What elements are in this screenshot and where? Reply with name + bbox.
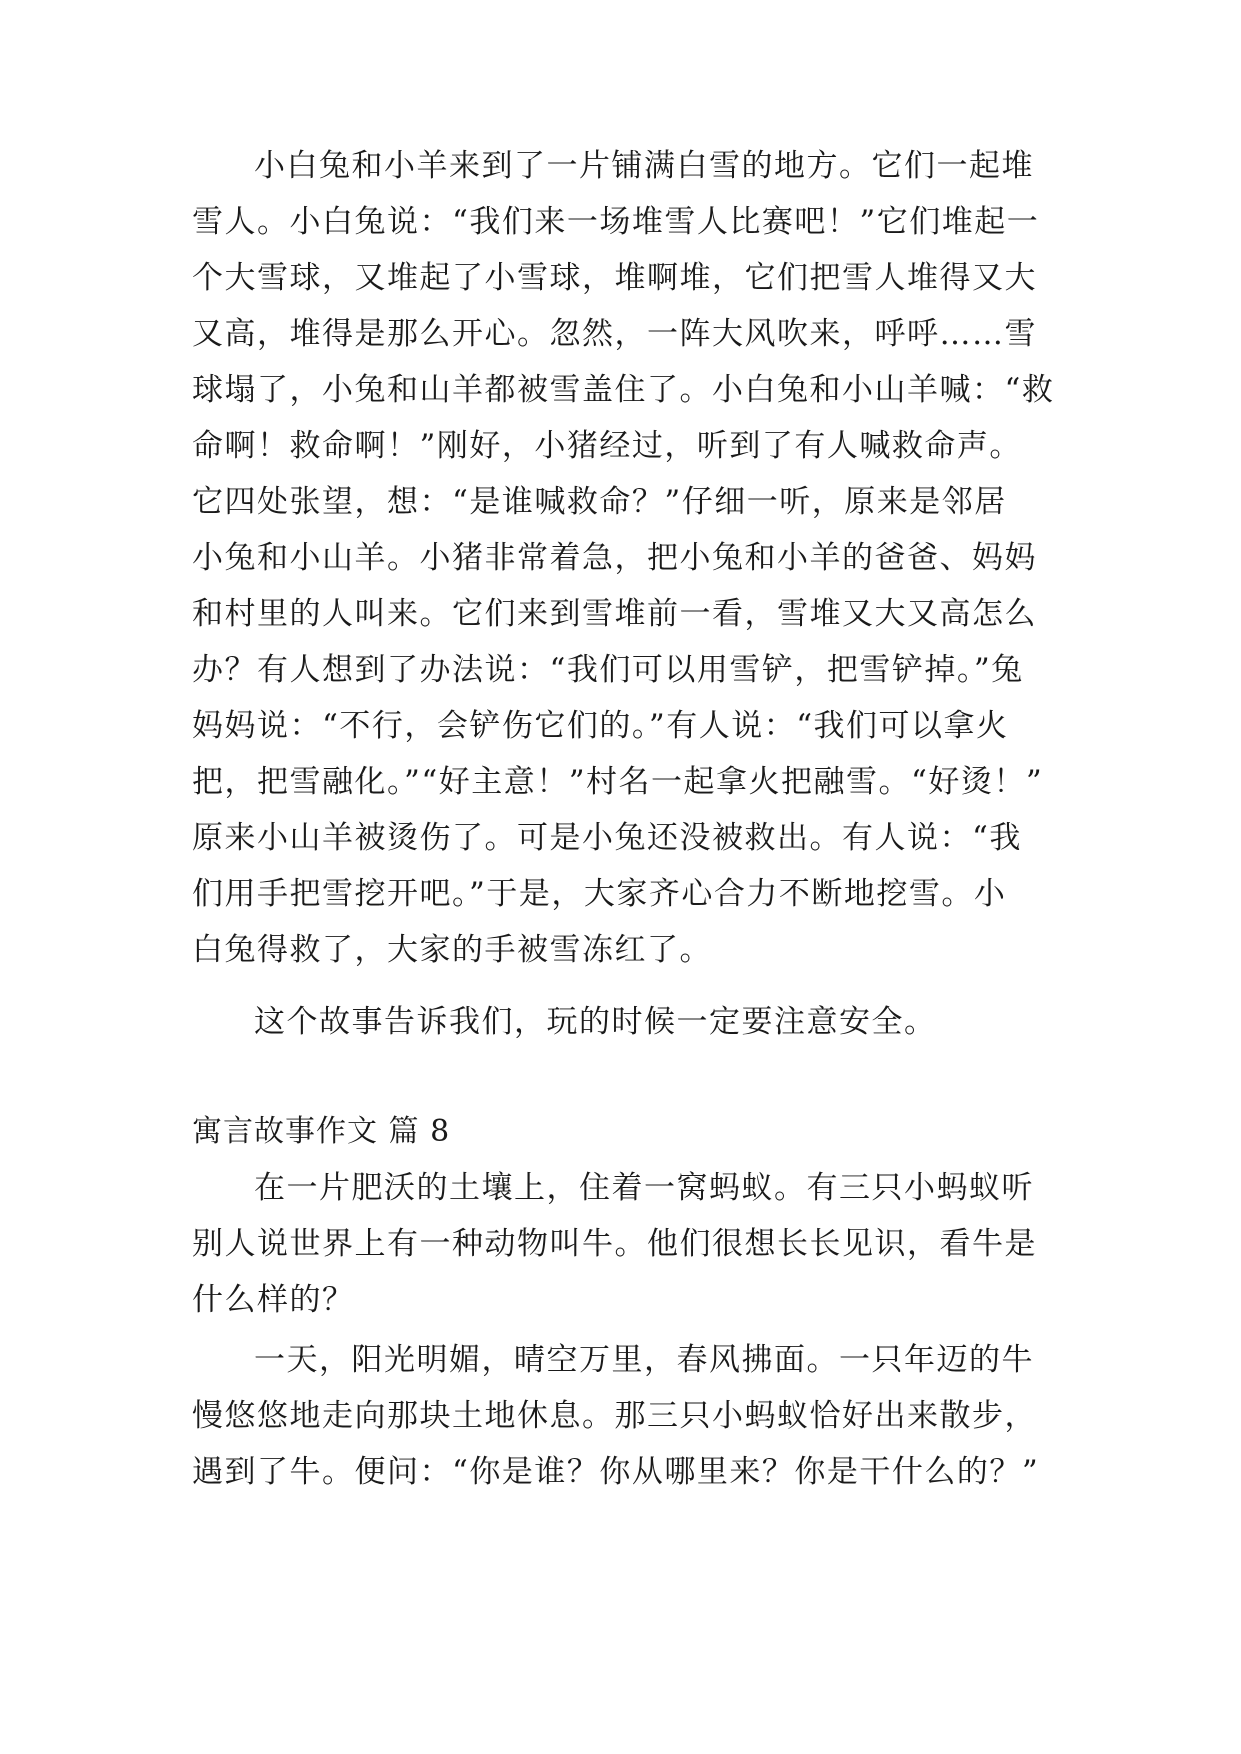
text-line: 一天，阳光明媚，晴空万里，春风拂面。一只年迈的牛 [254,1342,1034,1378]
text-line: 原来小山羊被烫伤了。可是小兔还没被救出。有人说：“我 [192,820,1022,856]
text-line: 它四处张望，想：“是谁喊救命？”仔细一听，原来是邻居 [192,484,1007,520]
text-line: 命啊！救命啊！”刚好，小猪经过，听到了有人喊救命声。 [192,428,1022,464]
text-line: 别人说世界上有一种动物叫牛。他们很想长长见识，看牛是 [192,1226,1037,1262]
text-line: 什么样的？ [192,1282,355,1318]
text-line: 个大雪球，又堆起了小雪球，堆啊堆，它们把雪人堆得又大 [192,260,1037,296]
text-line: 又高，堆得是那么开心。忽然，一阵大风吹来，呼呼……雪 [192,316,1037,352]
text-line: 们用手把雪挖开吧。”于是，大家齐心合力不断地挖雪。小 [192,876,1007,912]
text-line: 这个故事告诉我们，玩的时候一定要注意安全。 [254,1004,937,1040]
text-line: 和村里的人叫来。它们来到雪堆前一看，雪堆又大又高怎么 [192,596,1037,632]
text-line: 小兔和小山羊。小猪非常着急，把小兔和小羊的爸爸、妈妈 [192,540,1037,576]
text-line: 球塌了，小兔和山羊都被雪盖住了。小白兔和小山羊喊：“救 [192,372,1055,408]
section-heading: 寓言故事作文 篇 8 [192,1114,451,1149]
text-line: 妈妈说：“不行，会铲伤它们的。”有人说：“我们可以拿火 [192,708,1009,744]
text-line: 雪人。小白兔说：“我们来一场堆雪人比赛吧！”它们堆起一 [192,204,1040,240]
text-line: 白兔得救了，大家的手被雪冻红了。 [192,932,712,968]
text-line: 慢悠悠地走向那块土地休息。那三只小蚂蚁恰好出来散步， [192,1398,1037,1434]
text-line: 办？有人想到了办法说：“我们可以用雪铲，把雪铲掉。”兔 [192,652,1024,688]
text-line: 在一片肥沃的土壤上，住着一窝蚂蚁。有三只小蚂蚁听 [254,1170,1034,1206]
text-line: 小白兔和小羊来到了一片铺满白雪的地方。它们一起堆 [254,148,1034,184]
text-line: 把，把雪融化。”“好主意！”村名一起拿火把融雪。“好烫！” [192,764,1044,800]
text-line: 遇到了牛。便问：“你是谁？你从哪里来？你是干什么的？” [192,1454,1040,1490]
